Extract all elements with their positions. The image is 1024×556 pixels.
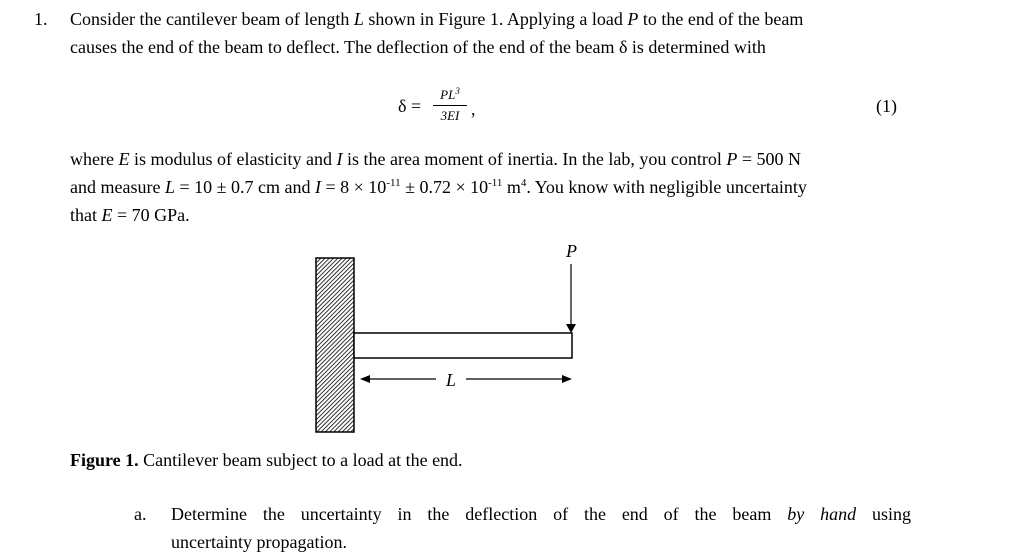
problem-text-line-5: that E = 70 GPa. [70, 205, 190, 225]
load-arrowhead [566, 324, 576, 333]
equation-number: (1) [876, 96, 897, 116]
part-a-label: a. [134, 504, 147, 524]
problem-number: 1. [34, 9, 48, 29]
length-label: L [446, 370, 457, 390]
problem-text-line-2: causes the end of the beam to deflect. The deflection of the end of the beam δ is determined with [70, 37, 766, 57]
caption-text: Cantilever beam subject to a load at the end. [143, 450, 463, 470]
beam [354, 333, 572, 358]
caption-bold: Figure 1. [70, 450, 139, 470]
figure-caption [70, 450, 463, 470]
load-label: P [566, 241, 577, 261]
length-arrowhead-left [360, 375, 370, 383]
cantilever-figure [300, 236, 600, 442]
wall-support [316, 258, 354, 432]
part-a-line-2: uncertainty propagation. [171, 532, 347, 552]
equation-fraction [433, 86, 467, 124]
length-arrowhead-right [562, 375, 572, 383]
problem-text-line-4: and measure L = 10 ± 0.7 cm and $I = 8 \times 10^{-11} \pm 0.72 \times 10^{-11}$ $m^4$. You know with negligible uncertainty [70, 177, 807, 197]
equation-trailing-comma: , [471, 99, 476, 119]
part-a-line-1: Determine the uncertainty in the deflection of the end of the beam by hand using [171, 504, 911, 524]
equation-denominator: 3EI [440, 108, 460, 123]
fraction-bar [433, 105, 467, 106]
equation-lhs: δ = [398, 96, 422, 116]
equation-numerator: $PL^3$ [440, 86, 460, 102]
problem-text-line-3: where E is modulus of elasticity and I is the area moment of inertia. In the lab, you control P = 500 N [70, 149, 802, 169]
problem-text-line-1: Consider the cantilever beam of length L shown in Figure 1. Applying a load P to the end of the beam [70, 9, 804, 29]
